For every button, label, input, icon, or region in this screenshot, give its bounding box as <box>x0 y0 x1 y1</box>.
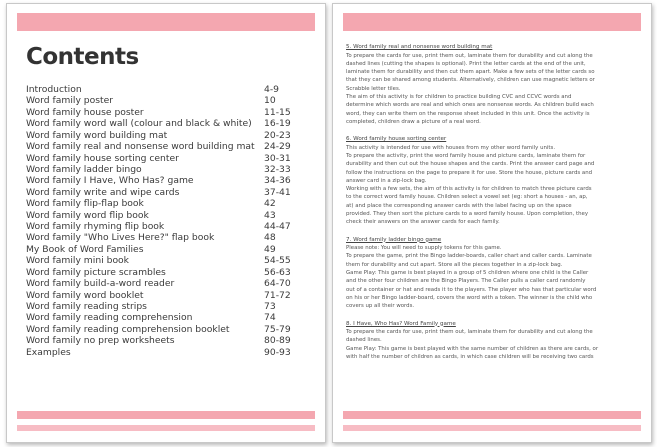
toc-entry-title: My Book of Word Families <box>26 243 144 255</box>
toc-entry-title: Word family I Have, Who Has? game <box>26 175 194 187</box>
section-text-line: at) and place the corresponding answer cards with the label facing up on the space <box>346 202 572 209</box>
section-text-line: Working with a few sets, the aim of this activity is for children to match three picture cards <box>346 186 592 193</box>
table-of-contents <box>26 84 311 358</box>
section-text-line: on his or her Bingo ladder-board, covers the word with a token. The winner is the child who <box>346 294 593 301</box>
section-text-line: with half the number of children as cards, in which case children will be receiving two cards <box>346 353 594 360</box>
toc-row <box>26 153 311 164</box>
section-text-line: To prepare the cards for use, print them out, laminate them for durability and cut along the <box>346 329 593 336</box>
toc-entry-title: Word family flip-flap book <box>26 198 144 210</box>
section-text-line: To prepare the game, print the Bingo ladder-boards, caller chart and caller cards. Laminate <box>346 253 592 260</box>
toc-entry-pages: 56-63 <box>264 266 291 278</box>
top-pink-band <box>17 13 315 31</box>
toc-entry-pages: 24-29 <box>264 141 291 153</box>
toc-row <box>26 290 311 301</box>
section-text-line: answer card in a zip-lock bag. <box>346 177 427 184</box>
toc-row <box>26 244 311 255</box>
section-text-line: determine which words are real and which ones are nonsense words. As children build each <box>346 102 594 109</box>
toc-row <box>26 210 311 221</box>
instruction-section <box>346 236 640 311</box>
toc-row <box>26 95 311 106</box>
bottom-pink-band <box>343 411 641 419</box>
toc-row <box>26 107 311 118</box>
toc-entry-title: Word family word flip book <box>26 209 149 221</box>
toc-row <box>26 187 311 198</box>
toc-entry-title: Examples <box>26 346 71 358</box>
section-text-line: them for durability and cut apart. Store all the pieces together in a zip-lock bag. <box>346 261 563 268</box>
toc-entry-pages: 49 <box>264 243 276 255</box>
toc-entry-title: Word family word booklet <box>26 289 144 301</box>
toc-row <box>26 255 311 266</box>
section-heading: 6. Word family house sorting center <box>346 136 447 143</box>
section-text-line: covers up all their words. <box>346 303 415 310</box>
toc-entry-title: Word family real and nonsense word building mat <box>26 141 255 153</box>
toc-entry-title: Word family word building mat <box>26 129 168 141</box>
toc-entry-pages: 4-9 <box>264 84 280 95</box>
toc-entry-pages: 37-41 <box>264 186 291 198</box>
section-text-line: and the other four children are the Bingo Players. The Caller pulls a caller card randomly <box>346 278 586 285</box>
section-text-line: To prepare the cards for use, print them out, laminate them for durability and cut along the <box>346 52 593 59</box>
toc-row <box>26 175 311 186</box>
toc-entry-title: Word family house sorting center <box>26 152 179 164</box>
section-text-line: follow the instructions on the page to prepare it for use. Store the house, picture cards and <box>346 169 593 176</box>
toc-entry-title: Word family reading comprehension booklet <box>26 323 230 335</box>
toc-entry-pages: 73 <box>264 301 276 313</box>
toc-entry-pages: 43 <box>264 209 276 221</box>
section-text-line: This activity is intended for use with houses from my other word family units. <box>346 144 556 151</box>
toc-entry-pages: 30-31 <box>264 152 291 164</box>
toc-entry-title: Word family house poster <box>26 106 144 118</box>
toc-row <box>26 335 311 346</box>
section-text-line: dashed lines (cutting the shapes is optional). Print the letter cards at the end of the unit, <box>346 60 586 67</box>
toc-entry-pages: 74 <box>264 312 276 324</box>
section-text-line: Game Play: This game is best played with the same number of children as there are cards, or <box>346 345 599 352</box>
toc-entry-pages: 48 <box>264 232 276 244</box>
toc-row <box>26 141 311 152</box>
bottom-pink-band-thin <box>17 425 315 431</box>
section-text-line: dashed lines. <box>346 337 382 344</box>
toc-entry-title: Word family mini book <box>26 255 130 267</box>
toc-entry-pages: 32-33 <box>264 163 291 175</box>
section-text-line: The aim of this activity is for children to practice building CVC and CCVC words and <box>346 93 572 100</box>
bottom-pink-band-thin <box>343 425 641 431</box>
toc-entry-title: Word family rhyming flip book <box>26 221 165 233</box>
toc-entry-title: Word family reading strips <box>26 301 147 313</box>
section-text-line: Game Play: This game is best played in a group of 5 children where one child is the Caller <box>346 270 589 277</box>
section-text-line: completed, children draw a picture of a real word. <box>346 118 481 125</box>
toc-entry-title: Word family build-a-word reader <box>26 278 175 290</box>
instruction-section <box>346 135 640 226</box>
toc-entry-title: Word family write and wipe cards <box>26 186 180 198</box>
toc-entry-pages: 10 <box>264 95 276 107</box>
toc-row <box>26 278 311 289</box>
instructions-body <box>346 43 640 370</box>
toc-row <box>26 84 311 95</box>
toc-row <box>26 118 311 129</box>
contents-page <box>6 3 326 443</box>
section-text-line: that they can be shared among students. Alternatively, children can use magnetic letters or <box>346 77 595 84</box>
instruction-section <box>346 320 640 362</box>
toc-row <box>26 267 311 278</box>
instruction-section <box>346 43 640 126</box>
toc-row <box>26 324 311 335</box>
section-text-line: to the correct word family house. Children select a vowel set (eg: short a houses - an, ap, <box>346 194 588 201</box>
toc-row <box>26 130 311 141</box>
toc-row <box>26 198 311 209</box>
toc-entry-pages: 42 <box>264 198 276 210</box>
toc-entry-title: Word family poster <box>26 95 114 107</box>
toc-entry-pages: 20-23 <box>264 129 291 141</box>
toc-entry-title: Word family picture scrambles <box>26 266 166 278</box>
top-pink-band <box>343 13 641 31</box>
toc-entry-title: Word family reading comprehension <box>26 312 193 324</box>
toc-row <box>26 347 311 358</box>
toc-row <box>26 221 311 232</box>
toc-entry-pages: 54-55 <box>264 255 291 267</box>
toc-entry-pages: 71-72 <box>264 289 291 301</box>
toc-entry-pages: 80-89 <box>264 335 291 347</box>
toc-row <box>26 232 311 243</box>
section-heading: 5. Word family real and nonsense word building mat <box>346 44 493 50</box>
section-heading: 7. Word family ladder bingo game <box>346 236 442 243</box>
toc-row <box>26 301 311 312</box>
toc-entry-pages: 64-70 <box>264 278 291 290</box>
section-text-line: Please note: You will need to supply tokens for this game. <box>346 245 502 252</box>
section-text-line: durability and then cut out the house shapes and the cards. Print the answer card page and <box>346 161 595 168</box>
bottom-pink-band <box>17 411 315 419</box>
toc-entry-title: Word family word wall (colour and black & white) <box>26 118 252 130</box>
toc-entry-title: Word family ladder bingo <box>26 163 142 175</box>
toc-entry-pages: 75-79 <box>264 323 291 335</box>
toc-entry-title: Word family no prep worksheets <box>26 335 175 347</box>
section-text-line: laminate them for durability and then cut them apart. Make a few sets of the letter cards so <box>346 69 595 76</box>
section-text-line: To prepare the activity, print the word family house and picture cards, laminate them for <box>346 152 586 159</box>
toc-entry-title: Introduction <box>26 84 82 95</box>
section-text-line: word, they can write them on the response sheet included in this unit. Once the activity is <box>346 110 590 117</box>
section-text-line: provided. They then sort the picture cards to a word family house. Upon completion, they <box>346 211 589 218</box>
page-title: Contents <box>26 44 139 70</box>
section-text-line: check their answers on the answer cards for each family. <box>346 219 500 226</box>
toc-entry-pages: 44-47 <box>264 221 291 233</box>
toc-row <box>26 312 311 323</box>
toc-entry-pages: 34-36 <box>264 175 291 187</box>
toc-entry-title: Word family "Who Lives Here?" flap book <box>26 232 215 244</box>
instructions-page <box>332 3 652 443</box>
section-heading: 8. I Have, Who Has? Word Family game <box>346 320 456 327</box>
section-text-line: out of a container or hat and reads it to the players. The player who has that particular word <box>346 286 597 293</box>
toc-entry-pages: 90-93 <box>264 346 291 358</box>
toc-entry-pages: 16-19 <box>264 118 291 130</box>
toc-entry-pages: 11-15 <box>264 106 291 118</box>
section-text-line: Scrabble letter tiles. <box>346 85 401 92</box>
toc-row <box>26 164 311 175</box>
